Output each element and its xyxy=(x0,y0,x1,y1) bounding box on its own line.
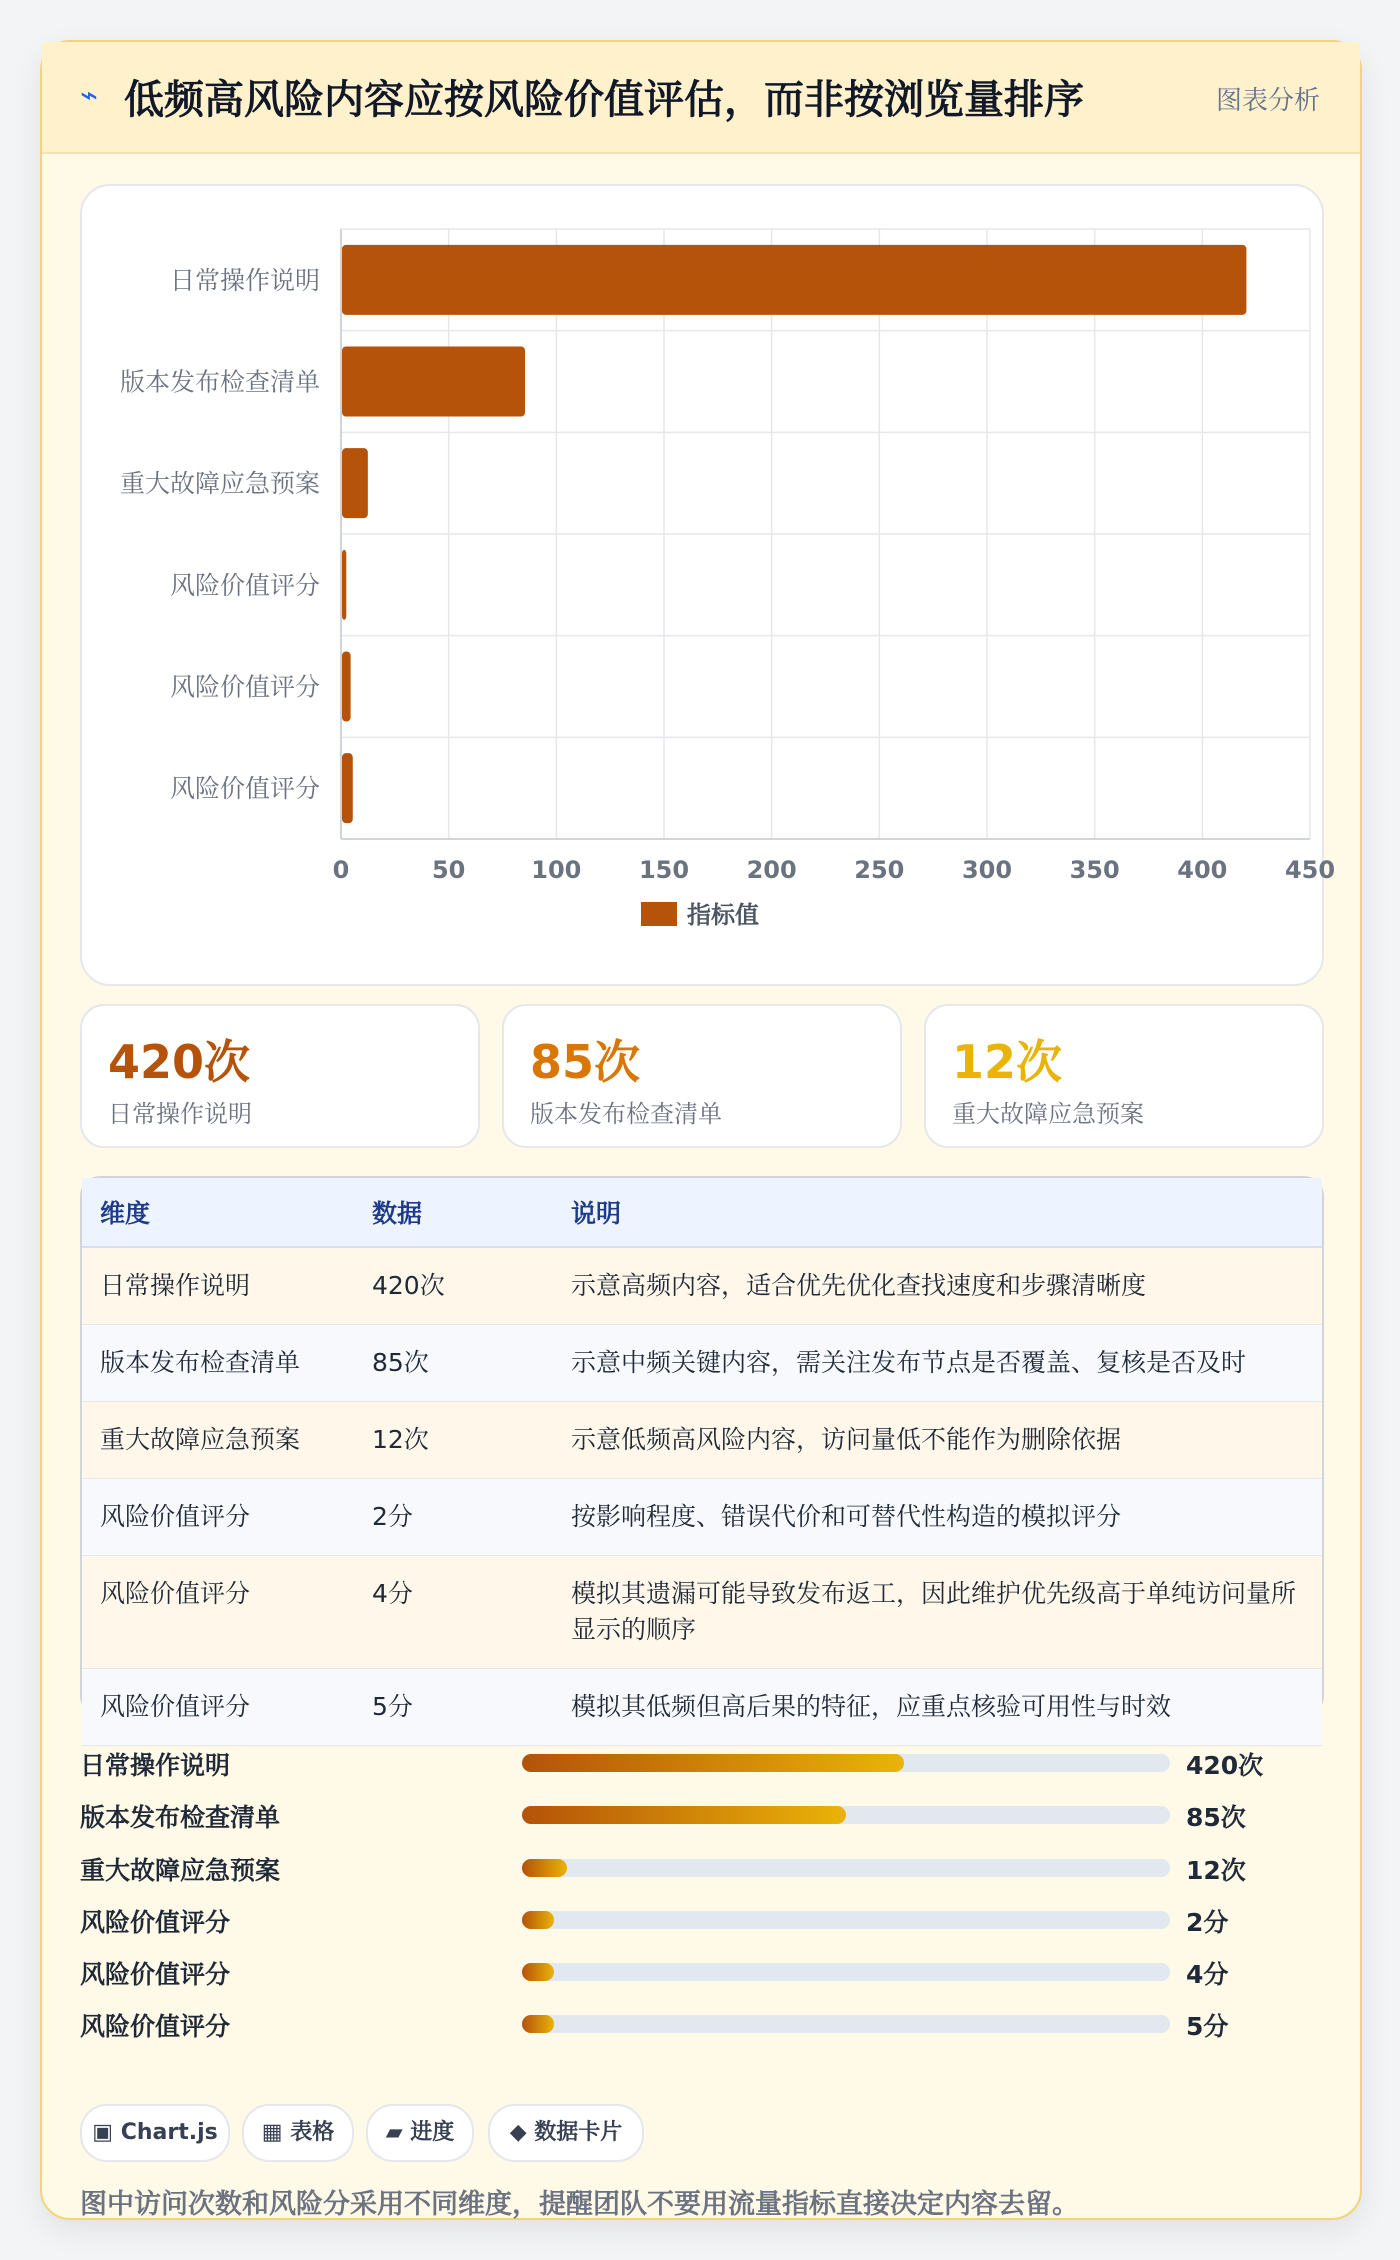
bar xyxy=(342,245,1246,315)
progress-track xyxy=(522,1911,1170,1929)
stat-label: 日常操作说明 xyxy=(108,1100,252,1128)
chart-js-chip[interactable]: ▣ Chart.js xyxy=(80,2104,230,2162)
progress-fill xyxy=(522,1859,567,1877)
bar xyxy=(342,652,351,722)
bar xyxy=(342,448,368,518)
bar xyxy=(342,347,525,417)
table-cell: 按影响程度、错误代价和可替代性构造的模拟评分 xyxy=(553,1479,1322,1556)
table-cell: 12次 xyxy=(354,1402,553,1479)
progress-fill xyxy=(522,1963,554,1981)
table-cell: 模拟其遗漏可能导致发布返工，因此维护优先级高于单纯访问量所显示的顺序 xyxy=(553,1556,1322,1669)
progress-label: 风险价值评分 xyxy=(80,1908,231,1937)
x-tick-label: 400 xyxy=(1177,856,1228,884)
bar-chart xyxy=(82,186,1336,984)
x-tick-label: 100 xyxy=(531,856,582,884)
table-cell: 4分 xyxy=(354,1556,553,1669)
x-tick-label: 350 xyxy=(1069,856,1120,884)
stat-card-3 xyxy=(924,1004,1324,1148)
table-row xyxy=(82,1247,1322,1325)
table-row xyxy=(82,1556,1322,1669)
progress-fill xyxy=(522,1754,904,1772)
lightning-icon: ⌁ xyxy=(80,78,99,113)
progress-fill xyxy=(522,1911,554,1929)
stat-card-2 xyxy=(502,1004,902,1148)
table-cell: 日常操作说明 xyxy=(82,1247,354,1325)
table-cell: 风险价值评分 xyxy=(82,1479,354,1556)
page-title: 低频高风险内容应按风险价值评估，而非按浏览量排序 xyxy=(124,77,1084,123)
progress-fill xyxy=(522,1806,846,1824)
column-header: 维度 xyxy=(82,1178,354,1247)
x-tick-label: 200 xyxy=(746,856,797,884)
progress-track xyxy=(522,1859,1170,1877)
progress-track xyxy=(522,1754,1170,1772)
table-header-row xyxy=(82,1178,1322,1247)
x-tick-label: 300 xyxy=(961,856,1013,884)
table-chip[interactable]: ▦ 表格 xyxy=(242,2104,354,2162)
table-cell: 2分 xyxy=(354,1479,553,1556)
y-tick-label: 重大故障应急预案 xyxy=(119,469,320,499)
progress-value: 420次 xyxy=(1186,1751,1264,1780)
x-tick-label: 450 xyxy=(1284,856,1336,884)
stat-card-1 xyxy=(80,1004,480,1148)
table-cell: 版本发布检查清单 xyxy=(82,1325,354,1402)
stat-value: 420次 xyxy=(108,1035,251,1089)
table-cell: 示意低频高风险内容，访问量低不能作为删除依据 xyxy=(553,1402,1322,1479)
main-card xyxy=(40,40,1362,2220)
y-tick-label: 风险价值评分 xyxy=(169,774,320,804)
bar xyxy=(342,753,353,823)
table-cell: 示意高频内容，适合优先优化查找速度和步骤清晰度 xyxy=(553,1247,1322,1325)
progress-row xyxy=(80,1847,1320,1887)
bar xyxy=(342,550,346,620)
column-header: 说明 xyxy=(553,1178,1322,1247)
progress-value: 85次 xyxy=(1186,1803,1246,1832)
x-tick-label: 50 xyxy=(431,856,466,884)
chart-analysis-tag: 图表分析 xyxy=(1215,86,1320,116)
stat-label: 重大故障应急预案 xyxy=(952,1100,1144,1128)
x-tick-label: 0 xyxy=(332,856,350,884)
column-header: 数据 xyxy=(354,1178,553,1247)
x-tick-label: 150 xyxy=(638,856,690,884)
legend-label: 指标值 xyxy=(687,901,759,929)
progress-value: 12次 xyxy=(1186,1856,1246,1885)
x-tick-label: 250 xyxy=(854,856,905,884)
bar-chart-panel xyxy=(80,184,1336,986)
table-row xyxy=(82,1325,1322,1402)
progress-chip[interactable]: ▰ 进度 xyxy=(366,2104,474,2162)
progress-track xyxy=(522,1806,1170,1824)
progress-row xyxy=(80,2003,1320,2043)
table-cell: 5分 xyxy=(354,1669,553,1746)
legend-swatch xyxy=(641,902,677,926)
data-card-chip[interactable]: ◆ 数据卡片 xyxy=(488,2104,644,2162)
progress-value: 2分 xyxy=(1186,1908,1229,1937)
progress-row xyxy=(80,1794,1320,1834)
progress-label: 风险价值评分 xyxy=(80,1960,231,1989)
progress-label: 重大故障应急预案 xyxy=(80,1856,281,1885)
progress-row xyxy=(80,1951,1320,1991)
stat-label: 版本发布检查清单 xyxy=(530,1100,722,1128)
stat-value: 12次 xyxy=(952,1035,1063,1089)
progress-label: 版本发布检查清单 xyxy=(80,1803,281,1832)
progress-label: 日常操作说明 xyxy=(80,1751,231,1780)
table-cell: 重大故障应急预案 xyxy=(82,1402,354,1479)
progress-row xyxy=(80,1899,1320,1939)
y-tick-label: 日常操作说明 xyxy=(169,265,320,295)
progress-fill xyxy=(522,2015,554,2033)
table-cell: 420次 xyxy=(354,1247,553,1325)
table-row xyxy=(82,1479,1322,1556)
y-tick-label: 风险价值评分 xyxy=(169,570,320,600)
stat-value: 85次 xyxy=(530,1035,641,1089)
table-cell: 模拟其低频但高后果的特征，应重点核验可用性与时效 xyxy=(553,1669,1322,1746)
table-cell: 示意中频关键内容，需关注发布节点是否覆盖、复核是否及时 xyxy=(553,1325,1322,1402)
progress-track xyxy=(522,1963,1170,1981)
header xyxy=(42,42,1360,154)
table-cell: 风险价值评分 xyxy=(82,1556,354,1669)
progress-value: 5分 xyxy=(1186,2012,1229,2041)
table-row xyxy=(82,1669,1322,1746)
progress-value: 4分 xyxy=(1186,1960,1229,1989)
data-table xyxy=(80,1176,1324,1721)
y-tick-label: 版本发布检查清单 xyxy=(119,367,320,397)
y-tick-label: 风险价值评分 xyxy=(169,672,320,702)
footnote: 图中访问次数和风险分采用不同维度，提醒团队不要用流量指标直接决定内容去留。 xyxy=(80,2189,1079,2220)
table-cell: 风险价值评分 xyxy=(82,1669,354,1746)
progress-track xyxy=(522,2015,1170,2033)
progress-label: 风险价值评分 xyxy=(80,2012,231,2041)
progress-row xyxy=(80,1742,1320,1782)
table-cell: 85次 xyxy=(354,1325,553,1402)
table-row xyxy=(82,1402,1322,1479)
